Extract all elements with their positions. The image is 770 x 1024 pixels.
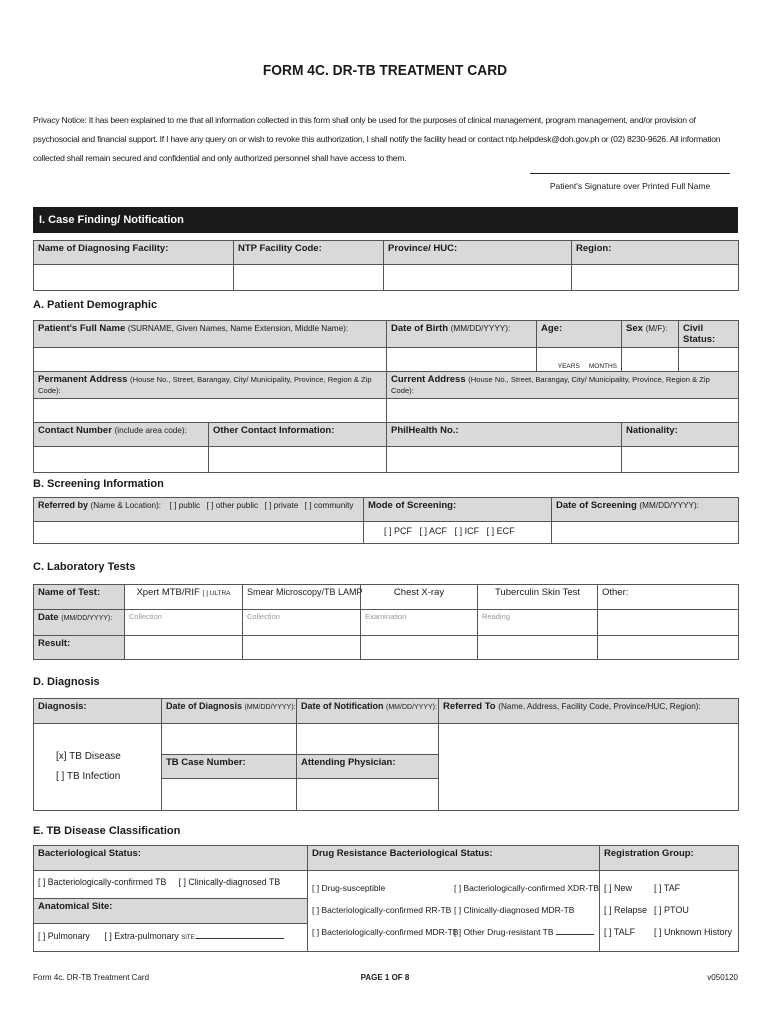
relapse-checkbox[interactable]: [ ] Relapse <box>604 905 648 915</box>
region-label: Region: <box>572 241 739 265</box>
philhealth-label: PhilHealth No.: <box>387 423 622 447</box>
diagnosis-options <box>34 724 162 811</box>
ecf-checkbox[interactable]: [ ] ECF <box>486 526 515 536</box>
registration-group-label: Registration Group: <box>600 846 739 871</box>
ntp-code-label: NTP Facility Code: <box>234 241 384 265</box>
referred-by-field[interactable] <box>34 522 364 544</box>
province-label: Province/ HUC: <box>384 241 572 265</box>
classification-title: E. TB Disease Classification <box>33 825 181 837</box>
tb-case-number-field[interactable] <box>162 779 297 811</box>
other-public-checkbox[interactable]: [ ] other public <box>206 501 259 510</box>
other-dr-tb-checkbox[interactable]: [ ] Other Drug-resistant TB <box>454 921 599 943</box>
civil-status-label: Civil Status: <box>679 321 739 348</box>
tst-reading-field[interactable]: Reading <box>478 610 598 636</box>
form-title: FORM 4C. DR-TB TREATMENT CARD <box>262 62 508 79</box>
bc-rr-tb-checkbox[interactable]: [ ] Bacteriologically-confirmed RR-TB <box>312 905 452 915</box>
date-of-diagnosis-label: Date of Diagnosis (MM/DD/YYYY): <box>162 699 297 724</box>
xpert-result-field[interactable] <box>125 636 243 660</box>
pulmonary-checkbox[interactable]: [ ] Pulmonary <box>38 931 90 941</box>
age-label: Age: <box>537 321 622 348</box>
xpert-collection-field[interactable]: Collection <box>125 610 243 636</box>
smear-result-field[interactable] <box>243 636 361 660</box>
other-test-header[interactable]: Other: <box>598 585 739 610</box>
dob-field[interactable] <box>387 348 537 372</box>
tst-header: Tuberculin Skin Test <box>478 585 598 610</box>
referred-by-label: Referred by (Name & Location): [ ] public [ ] other public [ ] private [ ] community <box>34 498 364 522</box>
diagnosis-label: Diagnosis: <box>34 699 162 724</box>
referred-to-label: Referred To (Name, Address, Facility Code, Province/HUC, Region): <box>439 699 739 724</box>
date-of-notification-label: Date of Notification (MM/DD/YYYY): <box>297 699 439 724</box>
footer-version: v050120 <box>707 973 738 982</box>
demographic-title: A. Patient Demographic <box>33 299 158 311</box>
sex-label: Sex (M/F): <box>622 321 679 348</box>
date-of-screening-field[interactable] <box>552 522 739 544</box>
lab-title: C. Laboratory Tests <box>33 561 136 573</box>
anatomical-site-label: Anatomical Site: <box>34 899 308 924</box>
talf-checkbox[interactable]: [ ] TALF <box>604 927 636 937</box>
attending-physician-field[interactable] <box>297 779 439 811</box>
bacteriological-options <box>34 871 308 899</box>
full-name-label: Patient's Full Name (SURNAME, Given Names, Name Extension, Middle Name): <box>34 321 387 348</box>
anatomical-options <box>34 924 308 952</box>
cd-mdr-tb-checkbox[interactable]: [ ] Clinically-diagnosed MDR-TB <box>454 905 575 915</box>
footer-form-name: Form 4c. DR-TB Treatment Card <box>33 973 150 982</box>
mode-of-screening-options <box>364 522 552 544</box>
lab-date-label: Date (MM/DD/YYYY): <box>34 610 125 636</box>
dob-label: Date of Birth (MM/DD/YYYY): <box>387 321 537 348</box>
xray-examination-field[interactable]: Examination <box>361 610 478 636</box>
smear-collection-field[interactable]: Collection <box>243 610 361 636</box>
age-field[interactable]: YEARS MONTHS <box>537 348 622 372</box>
smear-header: Smear Microscopy/TB LAMP <box>243 585 361 610</box>
unknown-history-checkbox[interactable]: [ ] Unknown History <box>654 927 733 937</box>
extrapulmonary-checkbox[interactable]: [ ] Extra-pulmonary <box>104 931 179 941</box>
icf-checkbox[interactable]: [ ] ICF <box>454 526 480 536</box>
drug-resistance-options <box>308 871 600 952</box>
clinically-diagnosed-checkbox[interactable]: [ ] Clinically-diagnosed TB <box>178 877 281 887</box>
ultra-checkbox[interactable]: [ ] ULTRA <box>202 590 231 597</box>
result-label: Result: <box>34 636 125 660</box>
tb-infection-checkbox[interactable]: [ ] TB Infection <box>56 771 121 782</box>
diagnosis-table <box>33 698 739 811</box>
facility-field[interactable] <box>34 265 234 291</box>
signature-label: Patient's Signature over Printed Full Name <box>549 181 711 191</box>
site-label: SITE: <box>181 935 197 941</box>
contact-number-label: Contact Number (include area code): <box>34 423 209 447</box>
facility-label: Name of Diagnosing Facility: <box>34 241 234 265</box>
name-of-test-label: Name of Test: <box>34 585 125 610</box>
bc-xdr-tb-checkbox[interactable]: [ ] Bacteriologically-confirmed XDR-TB <box>454 883 600 893</box>
case-finding-table <box>33 240 739 291</box>
acf-checkbox[interactable]: [ ] ACF <box>419 526 448 536</box>
other-date-field[interactable] <box>598 610 739 636</box>
private-checkbox[interactable]: [ ] private <box>264 501 299 510</box>
referred-to-field[interactable] <box>439 724 739 811</box>
current-address-label: Current Address (House No., Street, Barangay, City/ Municipality, Province, Region & Zip Code): <box>387 372 739 399</box>
diagnosis-title: D. Diagnosis <box>33 676 100 688</box>
xray-header: Chest X-ray <box>361 585 478 610</box>
ntp-code-field[interactable] <box>234 265 384 291</box>
screening-table <box>33 497 739 544</box>
pcf-checkbox[interactable]: [ ] PCF <box>384 526 413 536</box>
civil-status-field[interactable] <box>679 348 739 372</box>
tb-case-number-label: TB Case Number: <box>162 755 297 779</box>
nationality-field[interactable] <box>622 447 739 473</box>
other-contact-label: Other Contact Information: <box>209 423 387 447</box>
signature-line[interactable] <box>530 173 730 174</box>
xpert-header: Xpert MTB/RIF [ ] ULTRA <box>125 585 243 610</box>
lab-table <box>33 584 739 660</box>
other-result-field[interactable] <box>598 636 739 660</box>
registration-options <box>600 871 739 952</box>
sex-field[interactable] <box>622 348 679 372</box>
screening-title: B. Screening Information <box>33 478 164 490</box>
privacy-notice: Privacy Notice: It has been explained to me that all information collected in this form shall only be used for the purposes of clinical management, program management, and/or provision of psychosocial and financial support. If I have any query on or wish to revoke this authorization, I shall notify the facility head or contact ntp.helpdesk@doh.gov.ph or (02) 8230-9626. All information collected shall remain secured and confidential and only authorized personnel shall have access to them. <box>33 115 721 163</box>
drug-resistance-status-label: Drug Resistance Bacteriological Status: <box>308 846 600 871</box>
footer-page-number: PAGE 1 OF 8 <box>360 973 410 982</box>
attending-physician-label: Attending Physician: <box>297 755 439 779</box>
contact-number-field[interactable] <box>34 447 209 473</box>
site-field[interactable] <box>196 938 284 939</box>
full-name-field[interactable] <box>34 348 387 372</box>
date-of-notification-field[interactable] <box>297 724 439 755</box>
bc-mdr-tb-checkbox[interactable]: [ ] Bacteriologically-confirmed MDR-TB <box>312 927 459 937</box>
philhealth-field[interactable] <box>387 447 622 473</box>
section-case-finding-header: I. Case Finding/ Notification <box>33 207 738 233</box>
date-of-screening-label: Date of Screening (MM/DD/YYYY): <box>552 498 739 522</box>
permanent-address-field[interactable] <box>34 399 387 423</box>
province-field[interactable] <box>384 265 572 291</box>
xray-result-field[interactable] <box>361 636 478 660</box>
bacteriological-status-label: Bacteriological Status: <box>34 846 308 871</box>
taf-checkbox[interactable]: [ ] TAF <box>654 883 681 893</box>
tb-disease-checkbox[interactable]: [x] TB Disease <box>56 751 121 762</box>
public-checkbox[interactable]: [ ] public <box>169 501 201 510</box>
ptou-checkbox[interactable]: [ ] PTOU <box>654 905 689 915</box>
current-address-field[interactable] <box>387 399 739 423</box>
drug-susceptible-checkbox[interactable]: [ ] Drug-susceptible <box>312 883 386 893</box>
region-field[interactable] <box>572 265 739 291</box>
date-of-diagnosis-field[interactable] <box>162 724 297 755</box>
new-checkbox[interactable]: [ ] New <box>604 883 633 893</box>
mode-of-screening-label: Mode of Screening: <box>364 498 552 522</box>
bact-confirmed-checkbox[interactable]: [ ] Bacteriologically-confirmed TB <box>38 877 167 887</box>
nationality-label: Nationality: <box>622 423 739 447</box>
permanent-address-label: Permanent Address (House No., Street, Barangay, City/ Municipality, Province, Region & Zip Code): <box>34 372 387 399</box>
tst-result-field[interactable] <box>478 636 598 660</box>
demographic-table <box>33 320 739 473</box>
classification-table <box>33 845 739 952</box>
other-contact-field[interactable] <box>209 447 387 473</box>
community-checkbox[interactable]: [ ] community <box>304 501 354 510</box>
